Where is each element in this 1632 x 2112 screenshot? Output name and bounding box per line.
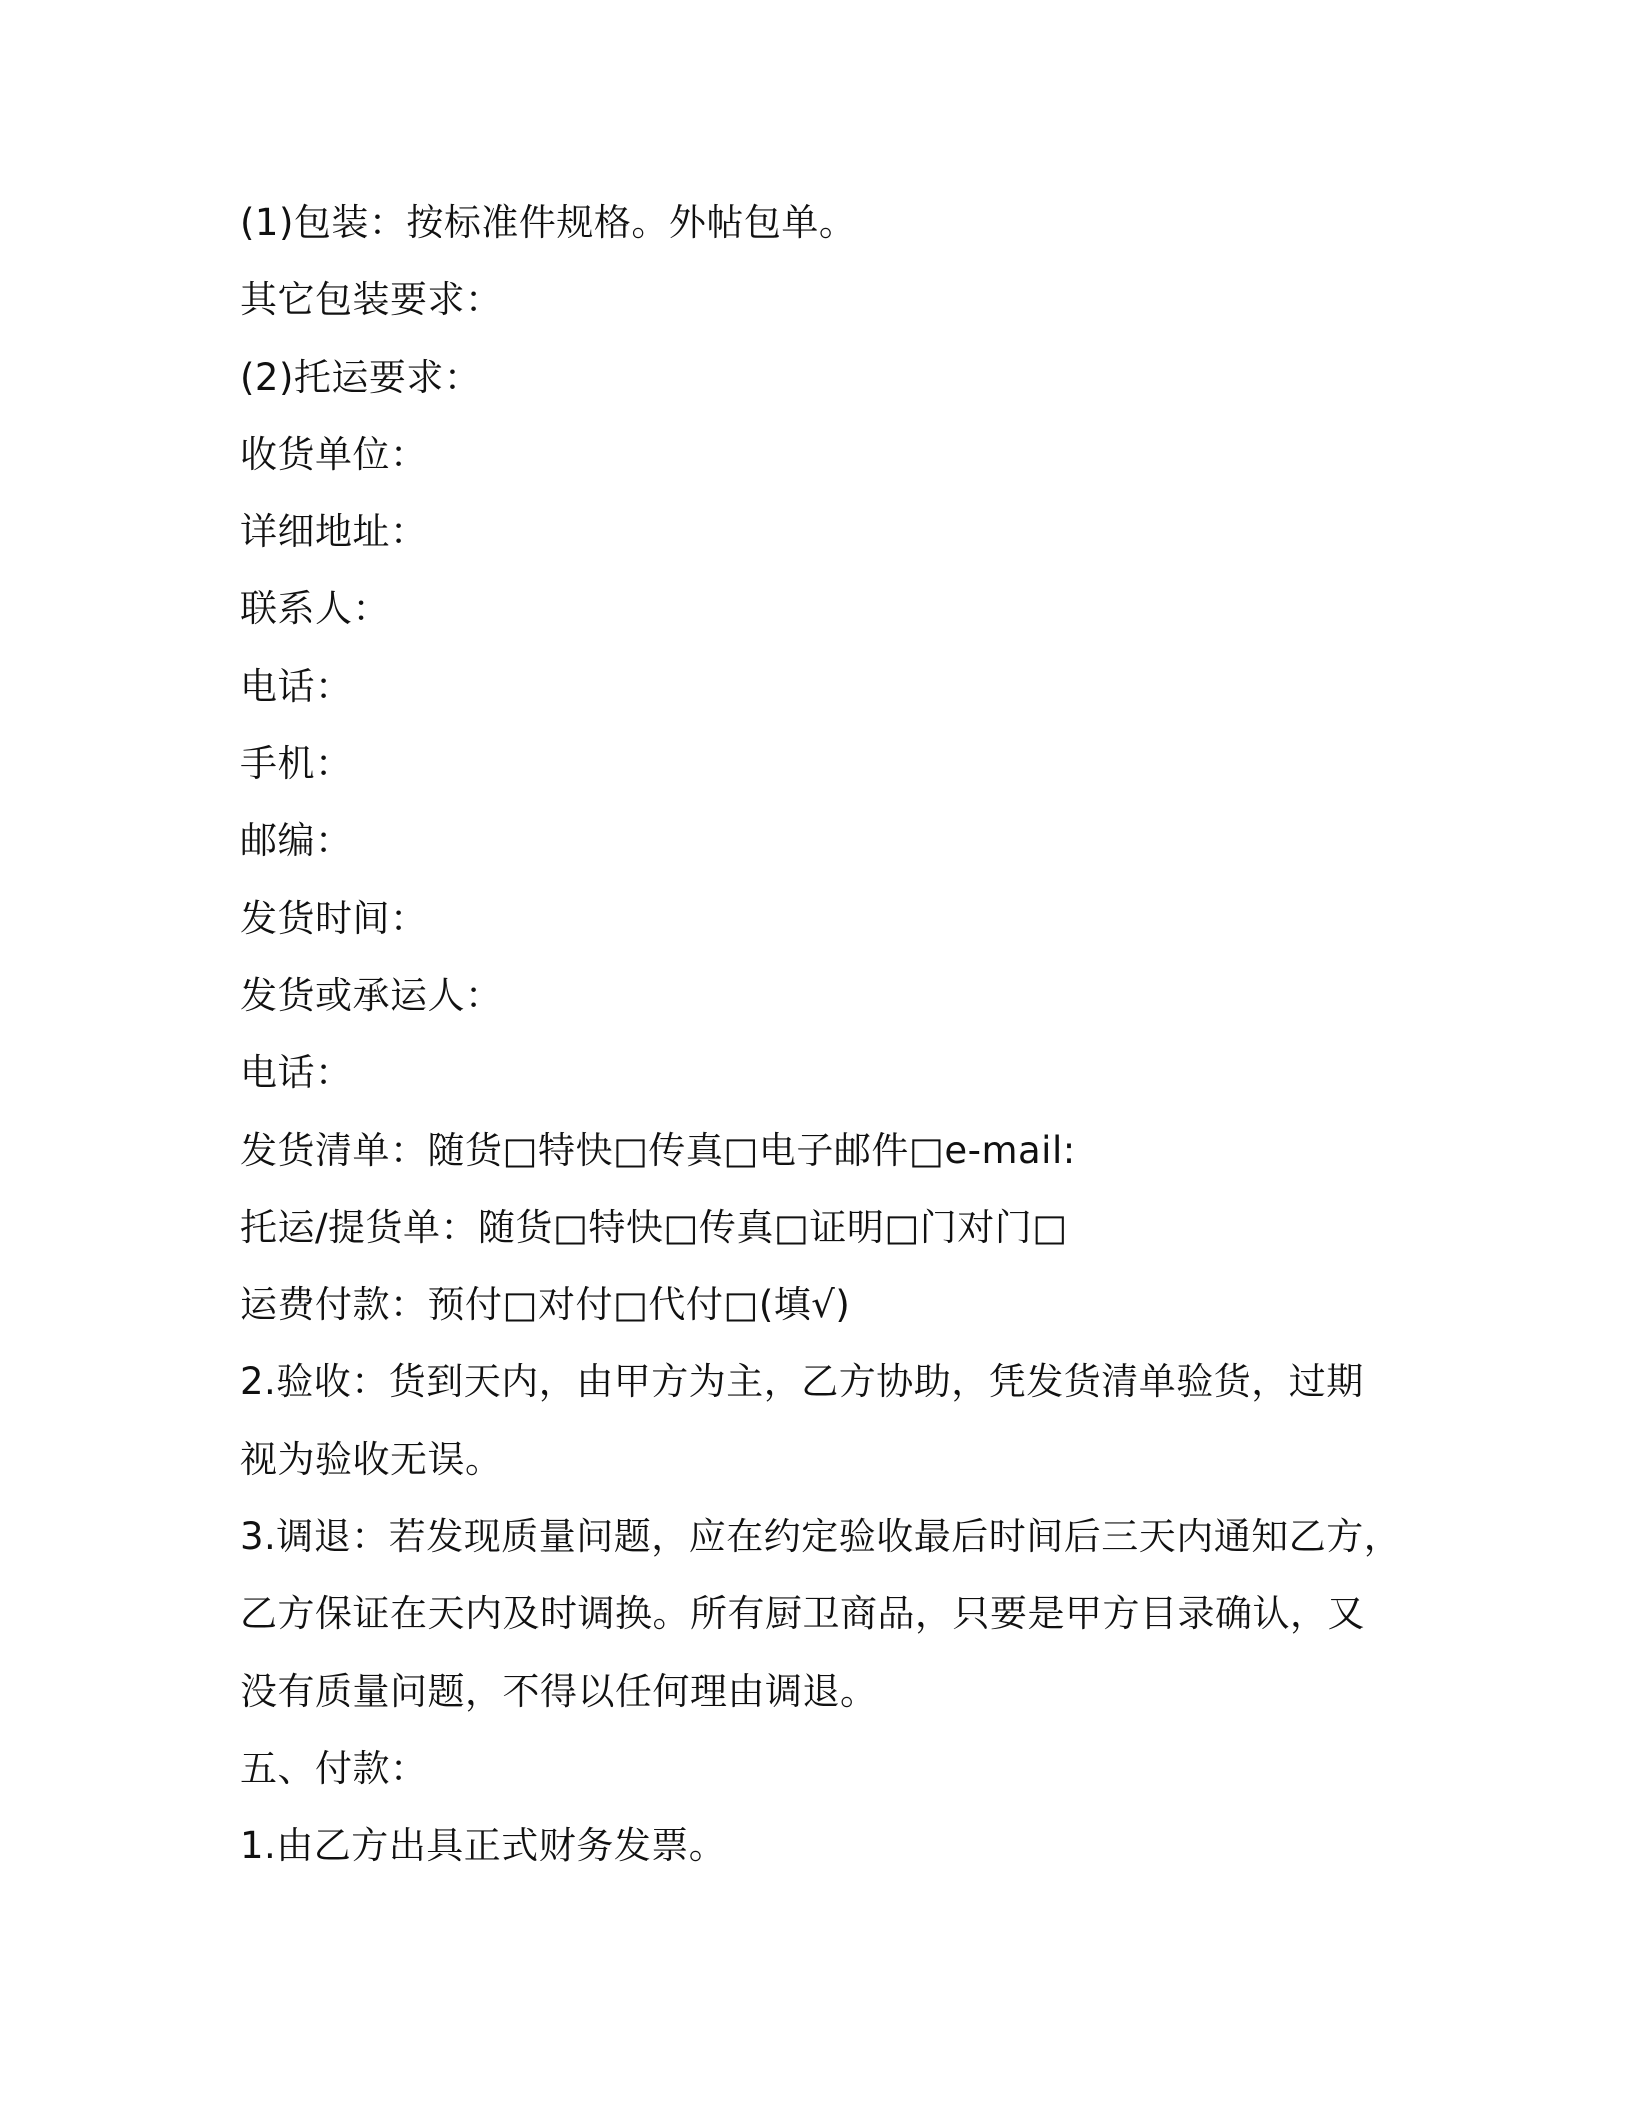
text-line: 手机： [240, 742, 353, 786]
text-line: (1)包装：按标准件规格。外帖包单。 [240, 201, 857, 244]
text-line: 没有质量问题，不得以任何理由调退。 [240, 1669, 878, 1713]
text-line: 联系人： [240, 587, 390, 631]
text-line: 乙方保证在天内及时调换。所有厨卫商品，只要是甲方目录确认，又 [240, 1592, 1365, 1636]
text-line: 其它包装要求： [240, 278, 503, 322]
text-line: 1.由乙方出具正式财务发票。 [240, 1824, 727, 1868]
text-line: 发货清单：随货□特快□传真□电子邮件□e-mail: [240, 1128, 1076, 1172]
text-line: 邮编： [240, 819, 353, 863]
text-line: 托运/提货单：随货□特快□传真□证明□门对门□ [240, 1205, 1068, 1249]
text-line: 视为验收无误。 [240, 1437, 503, 1481]
text-line: 电话： [240, 664, 353, 708]
text-line: 详细地址： [240, 510, 428, 554]
document-body [240, 184, 1402, 1885]
text-line: 收货单位： [240, 432, 428, 476]
text-line: 运费付款：预付□对付□代付□(填√) [240, 1283, 851, 1327]
text-line: 发货时间： [240, 896, 428, 940]
text-line: 发货或承运人： [240, 973, 503, 1017]
text-line: 电话： [240, 1051, 353, 1095]
text-line: (2)托运要求： [240, 355, 482, 399]
text-line: 2.验收：货到天内，由甲方为主，乙方协助，凭发货清单验货，过期 [240, 1360, 1364, 1404]
text-line: 3.调退：若发现质量问题，应在约定验收最后时间后三天内通知乙方， [240, 1515, 1402, 1559]
text-line: 五、付款： [240, 1746, 428, 1790]
